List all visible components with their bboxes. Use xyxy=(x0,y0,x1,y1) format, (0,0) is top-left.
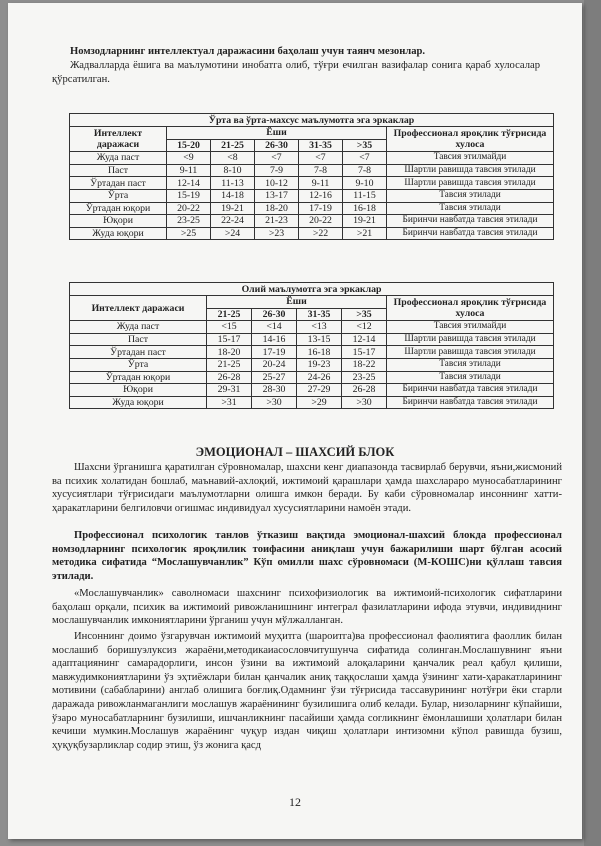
table-row xyxy=(70,321,554,334)
value-cell: 7-9 xyxy=(255,164,299,177)
scan-edge xyxy=(584,0,601,846)
value-cell: 18-20 xyxy=(255,202,299,215)
table2-conclusion-header: Профессионал яроқлик тўғрисида хулоса xyxy=(387,296,554,321)
intro-title: Номзодларнинг интеллектуал даражасини баҳолаш учун таянч мезонлар. xyxy=(70,46,426,57)
table-row xyxy=(70,371,554,384)
value-cell: 29-31 xyxy=(207,384,252,397)
value-cell: <7 xyxy=(343,152,387,165)
table-row xyxy=(70,202,554,215)
table2-age-col: 26-30 xyxy=(252,308,297,321)
level-cell: Паст xyxy=(70,164,167,177)
conclusion-cell: Тавсия этилади xyxy=(387,371,554,384)
table-secondary-education xyxy=(69,113,554,240)
table2-age-col: >35 xyxy=(342,308,387,321)
conclusion-cell: Тавсия этилади xyxy=(387,358,554,371)
conclusion-cell: Шартли равишда тавсия этилади xyxy=(387,177,554,190)
value-cell: 12-16 xyxy=(299,189,343,202)
value-cell: <7 xyxy=(299,152,343,165)
table-row xyxy=(70,358,554,371)
table-higher-education xyxy=(69,282,554,409)
table-row xyxy=(70,346,554,359)
value-cell: 21-25 xyxy=(207,358,252,371)
value-cell: <7 xyxy=(255,152,299,165)
value-cell: >25 xyxy=(167,227,211,240)
value-cell: 25-27 xyxy=(252,371,297,384)
value-cell: <12 xyxy=(342,321,387,334)
table-row xyxy=(70,189,554,202)
value-cell: 10-12 xyxy=(255,177,299,190)
value-cell: >23 xyxy=(255,227,299,240)
table1-conclusion-header: Профессионал яроқлик тўғрисида хулоса xyxy=(387,127,554,152)
paragraph-2: Профессионал психологик танлов ўтказиш вақтида эмоционал-шахсий блокда профессионал номзодларнинг психологик яроқлилик тоифасини аниқлаш учун бажарилиши шарт бўлган асосий методика сифатида “Мослашувчанлик” Кўп омилли шахс сўровномаси (М-КОШС)ни қўллаш тавсия этилади. xyxy=(52,530,562,582)
conclusion-cell: Тавсия этилади xyxy=(387,189,554,202)
table1-age-col: 21-25 xyxy=(211,139,255,152)
conclusion-cell: Биринчи навбатда тавсия этилади xyxy=(387,384,554,397)
value-cell: 20-22 xyxy=(167,202,211,215)
table-row xyxy=(70,396,554,409)
value-cell: 28-30 xyxy=(252,384,297,397)
value-cell: <15 xyxy=(207,321,252,334)
conclusion-cell: Биринчи навбатда тавсия этилади xyxy=(387,227,554,240)
value-cell: 20-22 xyxy=(299,215,343,228)
value-cell: 17-19 xyxy=(299,202,343,215)
value-cell: 14-18 xyxy=(211,189,255,202)
value-cell: 21-23 xyxy=(255,215,299,228)
value-cell: 9-11 xyxy=(299,177,343,190)
level-cell: Ўртадан юқори xyxy=(70,371,207,384)
level-cell: Ўрта xyxy=(70,358,207,371)
value-cell: >22 xyxy=(299,227,343,240)
conclusion-cell: Шартли равишда тавсия этилади xyxy=(387,164,554,177)
paragraph-3: «Мослашувчанлик» саволномаси шахснинг психофизиологик ва ижтимоий-психологик сифатларини баҳолаш орқали, психик ва ижтимоий ривожланишнинг интеграл фазилатларини ифода этувчи, индивиднинг мослашувчанлик имкониятларини ўрганиш учун мўлжалланган. xyxy=(52,588,562,627)
value-cell: 12-14 xyxy=(167,177,211,190)
value-cell: 18-20 xyxy=(207,346,252,359)
document-page xyxy=(8,3,582,839)
level-cell: Жуда юқори xyxy=(70,227,167,240)
table2-age-col: 31-35 xyxy=(297,308,342,321)
table2-age-header: Ёши xyxy=(207,296,387,309)
section-heading: ЭМОЦИОНАЛ – ШАХСИЙ БЛОК xyxy=(195,445,395,459)
value-cell: 16-18 xyxy=(297,346,342,359)
level-cell: Паст xyxy=(70,333,207,346)
value-cell: >30 xyxy=(342,396,387,409)
value-cell: 9-11 xyxy=(167,164,211,177)
table-row xyxy=(70,215,554,228)
table1-age-col: 15-20 xyxy=(167,139,211,152)
paragraph-4: Инсоннинг доимо ўзгарувчан ижтимоий муҳитга (шароитга)ва профессионал фаолиятига фаоллик билан мослашиб боришуэлуксиз жараёни,методикаиасословчитушунча сифатида солинган.Мослашувнинг яъни адаптациянинг самарадорлиги, инсон ўзини ва ижтимоий алоқаларини қанчалик реал қабул қилиши, мавжудимкониятларини ўз эҳтиёжлари билан қанчалик аниқ таққослаши ҳамда ўзининг хати-ҳаракатларининг мотивини (сабабларини) англаб олишига боғлиқ.Одамнинг ўзи тўғрисида тассавурининг нотўғри ёки старли даражада ривожланмаганлиги мослашув жараёнининг бузилишига олиб келади. Булар, низоларнинг кўпайиши, ўзаро муносабатларнинг бузилиши, ишчанликнинг пасайиши ҳамда согликнинг ёмонлашиши ҳолатлари билан кечиши мумкин.Мослашув жараёнинг чуқур издан чиқиш ҳолатлари интизомни кўпол равишда бузиш, ҳуқуқбузарликлар содир этиш, ўз жонига қасд xyxy=(52,631,562,751)
value-cell: 23-25 xyxy=(167,215,211,228)
conclusion-cell: Биринчи навбатда тавсия этилади xyxy=(387,396,554,409)
value-cell: >21 xyxy=(343,227,387,240)
value-cell: 20-24 xyxy=(252,358,297,371)
value-cell: 19-21 xyxy=(211,202,255,215)
table-row xyxy=(70,384,554,397)
value-cell: 17-19 xyxy=(252,346,297,359)
value-cell: 16-18 xyxy=(343,202,387,215)
value-cell: 9-10 xyxy=(343,177,387,190)
table-row xyxy=(70,177,554,190)
intro-text: Жадвалларда ёшига ва маълумотини инобатга олиб, тўғри ечилган вазифалар сонига қараб хулосалар қўрсатилган. xyxy=(52,60,540,85)
value-cell: >31 xyxy=(207,396,252,409)
level-cell: Жуда юқори xyxy=(70,396,207,409)
table-row xyxy=(70,164,554,177)
value-cell: 8-10 xyxy=(211,164,255,177)
level-cell: Ўрта xyxy=(70,189,167,202)
value-cell: 13-17 xyxy=(255,189,299,202)
value-cell: 15-19 xyxy=(167,189,211,202)
value-cell: 18-22 xyxy=(342,358,387,371)
value-cell: 23-25 xyxy=(342,371,387,384)
value-cell: 11-13 xyxy=(211,177,255,190)
table1-age-col: 26-30 xyxy=(255,139,299,152)
table-row xyxy=(70,227,554,240)
value-cell: 26-28 xyxy=(207,371,252,384)
conclusion-cell: Шартли равишда тавсия этилади xyxy=(387,346,554,359)
table1-age-col: 31-35 xyxy=(299,139,343,152)
value-cell: 27-29 xyxy=(297,384,342,397)
value-cell: >29 xyxy=(297,396,342,409)
value-cell: 22-24 xyxy=(211,215,255,228)
conclusion-cell: Тавсия этилмайди xyxy=(387,152,554,165)
value-cell: 13-15 xyxy=(297,333,342,346)
level-cell: Ўртадан юқори xyxy=(70,202,167,215)
value-cell: 14-16 xyxy=(252,333,297,346)
value-cell: <8 xyxy=(211,152,255,165)
table1-age-header: Ёши xyxy=(167,127,387,140)
page-number: 12 xyxy=(289,795,301,809)
level-cell: Жуда паст xyxy=(70,152,167,165)
table2-level-header: Интеллект даражаси xyxy=(70,296,207,321)
value-cell: 15-17 xyxy=(342,346,387,359)
paragraph-1: Шахсни ўрганишга қаратилган сўровномалар, шахсни кенг диапазонда тасвирлаб берувчи, яъни,жисмоний ва психик холатидан бошлаб, маънавий-ахлоқий, ижтимоий қарашлари ҳамда шахсларaро муносабатларининг хусусиятлари тўғрисидаги маълумотларни олишга имкон беради. Бу каби сўровномалар инсоннинг хатти-ҳаракатларини белгиловчи огишмас индивидуал хусусиятларини намоён этади. xyxy=(52,462,562,514)
value-cell: 12-14 xyxy=(342,333,387,346)
level-cell: Ўртадан паст xyxy=(70,177,167,190)
conclusion-cell: Тавсия этилади xyxy=(387,202,554,215)
conclusion-cell: Шартли равишда тавсия этилади xyxy=(387,333,554,346)
level-cell: Жуда паст xyxy=(70,321,207,334)
conclusion-cell: Биринчи навбатда тавсия этилади xyxy=(387,215,554,228)
level-cell: Юқори xyxy=(70,215,167,228)
value-cell: >24 xyxy=(211,227,255,240)
value-cell: 15-17 xyxy=(207,333,252,346)
value-cell: <14 xyxy=(252,321,297,334)
conclusion-cell: Тавсия этилмайди xyxy=(387,321,554,334)
value-cell: 7-8 xyxy=(343,164,387,177)
table1-age-col: >35 xyxy=(343,139,387,152)
value-cell: 11-15 xyxy=(343,189,387,202)
table1-title: Ўрта ва ўрта-махсус маълумотга эга эркаклар xyxy=(70,114,554,127)
value-cell: 24-26 xyxy=(297,371,342,384)
value-cell: 19-23 xyxy=(297,358,342,371)
table2-age-col: 21-25 xyxy=(207,308,252,321)
table2-title: Олий маълумотга эга эркаклар xyxy=(70,283,554,296)
table1-level-header: Интеллект даражаси xyxy=(70,127,167,152)
value-cell: 26-28 xyxy=(342,384,387,397)
value-cell: >30 xyxy=(252,396,297,409)
table-row xyxy=(70,333,554,346)
value-cell: <9 xyxy=(167,152,211,165)
table-row xyxy=(70,152,554,165)
level-cell: Ўртадан паст xyxy=(70,346,207,359)
value-cell: 19-21 xyxy=(343,215,387,228)
value-cell: <13 xyxy=(297,321,342,334)
level-cell: Юқори xyxy=(70,384,207,397)
value-cell: 7-8 xyxy=(299,164,343,177)
